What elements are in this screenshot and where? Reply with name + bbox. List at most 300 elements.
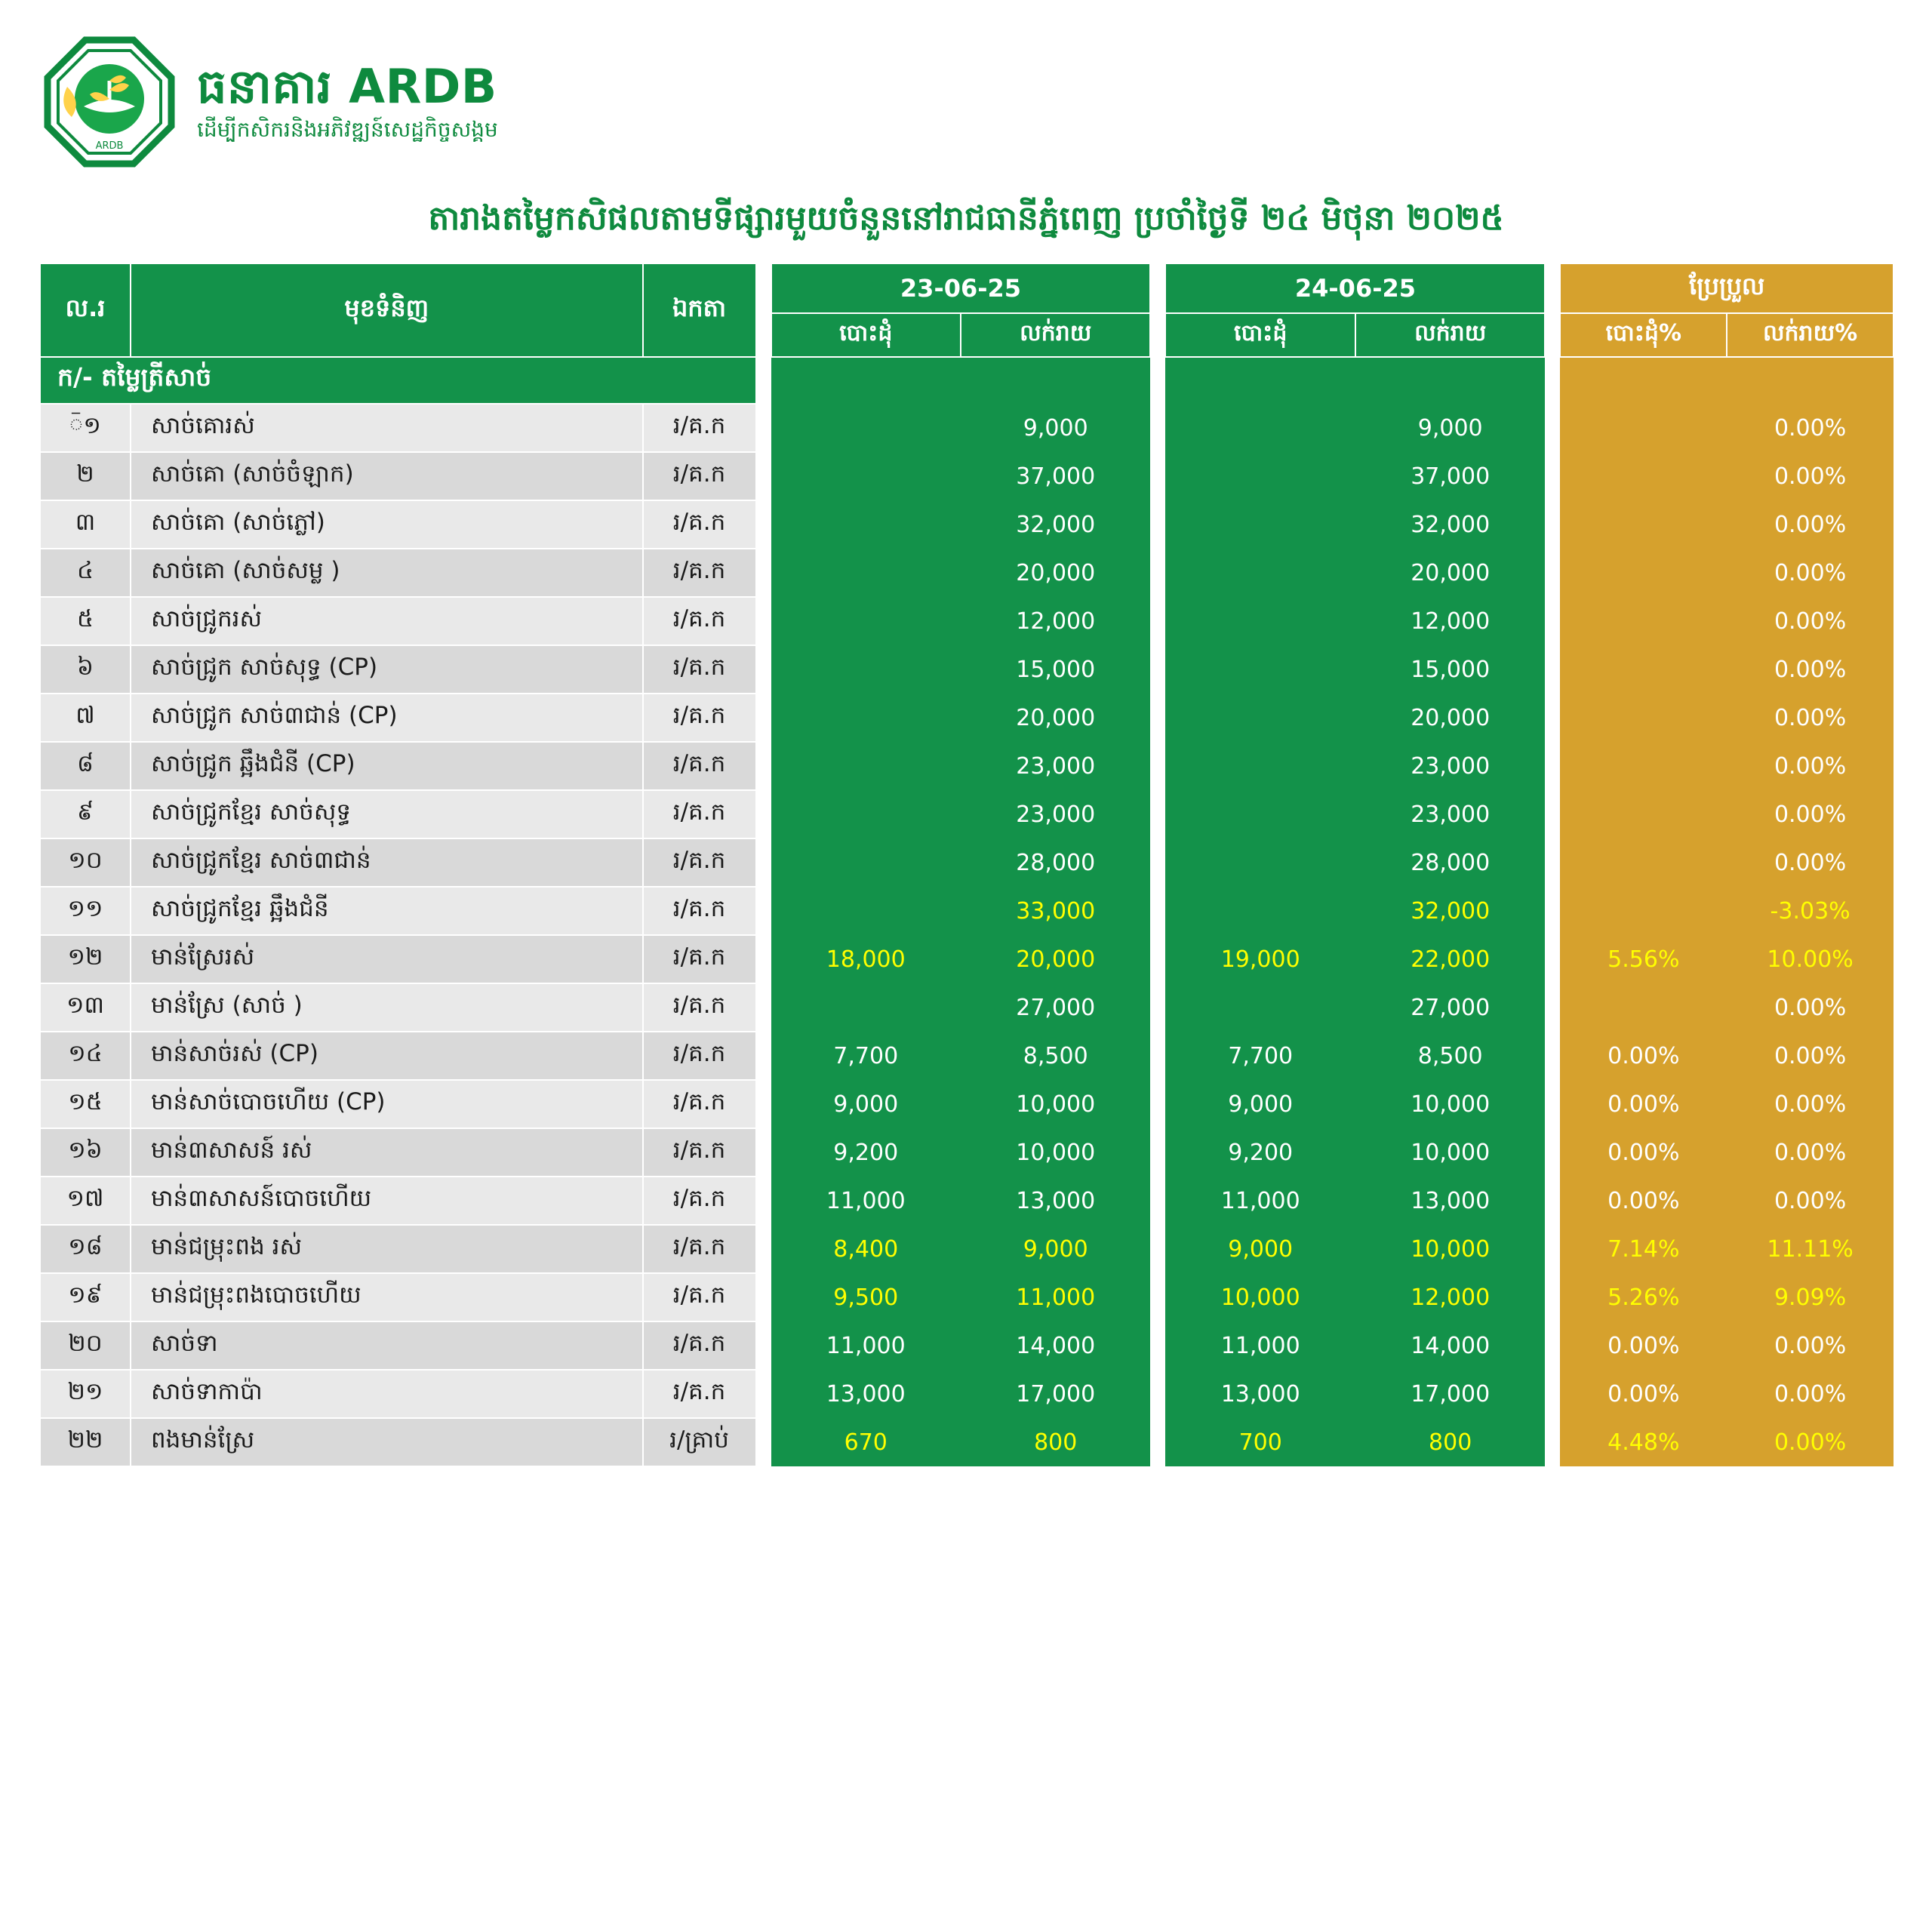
row-item-name: សាច់ជ្រូកខ្មែរ សាច់សុទ្ធ: [131, 790, 643, 838]
section-header-label: ក/- តម្លៃត្រីសាច់: [40, 357, 756, 404]
table-row: [1560, 983, 1894, 1032]
change-retail-value: 0.00%: [1727, 1370, 1894, 1418]
date1-wholesale-value: [771, 549, 961, 597]
table-row: [1165, 887, 1545, 935]
date2-retail-value: 9,000: [1355, 404, 1545, 452]
date2-wholesale-value: [1165, 983, 1355, 1032]
table-row: [771, 983, 1151, 1032]
date2-wholesale-value: [1165, 694, 1355, 742]
date1-retail-value: 23,000: [961, 790, 1150, 838]
date1-retail-value: 8,500: [961, 1032, 1150, 1080]
row-number: ៑១: [40, 404, 131, 452]
date1-retail-value: 15,000: [961, 645, 1150, 694]
date2-wholesale-value: 7,700: [1165, 1032, 1355, 1080]
date2-retail-value: 28,000: [1355, 838, 1545, 887]
header-date1: 23-06-25: [771, 263, 1151, 313]
row-unit: រ/គ.ក: [643, 1225, 756, 1273]
table-row: [1560, 742, 1894, 790]
date1-wholesale-value: [771, 983, 961, 1032]
date2-retail-value: 20,000: [1355, 549, 1545, 597]
row-number: ១៣: [40, 983, 131, 1032]
date1-retail-value: 13,000: [961, 1177, 1150, 1225]
row-item-name: មាន់ជម្រុះពង រស់: [131, 1225, 643, 1273]
date1-wholesale-value: 8,400: [771, 1225, 961, 1273]
spacer-cell: [771, 357, 961, 404]
row-unit: រ/គ.ក: [643, 645, 756, 694]
date1-wholesale-value: 670: [771, 1418, 961, 1466]
row-unit: រ/គ.ក: [643, 1128, 756, 1177]
row-item-name: មាន់សាច់រស់ (CP): [131, 1032, 643, 1080]
change-wholesale-value: [1560, 549, 1727, 597]
row-item-name: សាច់គោរស់: [131, 404, 643, 452]
date2-retail-value: 15,000: [1355, 645, 1545, 694]
date1-wholesale-value: [771, 694, 961, 742]
change-wholesale-value: [1560, 790, 1727, 838]
table-row: [771, 694, 1151, 742]
date2-wholesale-value: 9,200: [1165, 1128, 1355, 1177]
table-row: [1560, 452, 1894, 500]
row-item-name: មាន់ជម្រុះពងបោចហើយ: [131, 1273, 643, 1321]
date2-wholesale-value: [1165, 887, 1355, 935]
row-unit: រ/គ.ក: [643, 1080, 756, 1128]
date2-retail-value: 32,000: [1355, 500, 1545, 549]
table-row: [40, 645, 756, 694]
date2-wholesale-value: 10,000: [1165, 1273, 1355, 1321]
date1-wholesale-value: [771, 404, 961, 452]
change-retail-value: -3.03%: [1727, 887, 1894, 935]
table-row: [1560, 838, 1894, 887]
row-item-name: មាន់ស្រែរស់: [131, 935, 643, 983]
change-wholesale-value: 7.14%: [1560, 1225, 1727, 1273]
row-number: ១០: [40, 838, 131, 887]
change-retail-value: 0.00%: [1727, 549, 1894, 597]
row-unit: រ/គ.ក: [643, 838, 756, 887]
row-item-name: សាច់ជ្រូករស់: [131, 597, 643, 645]
row-number: ១៨: [40, 1225, 131, 1273]
date2-retail-value: 14,000: [1355, 1321, 1545, 1370]
table-date1-block: [771, 263, 1152, 1466]
date1-wholesale-value: 13,000: [771, 1370, 961, 1418]
change-retail-value: 0.00%: [1727, 1418, 1894, 1466]
row-unit: រ/គ.ក: [643, 742, 756, 790]
change-retail-value: 0.00%: [1727, 1032, 1894, 1080]
table-row: [771, 1225, 1151, 1273]
row-item-name: សាច់ជ្រូក ឆ្អឹងជំនី (CP): [131, 742, 643, 790]
table-row: [1560, 1225, 1894, 1273]
table-row: [40, 1321, 756, 1370]
row-item-name: មាន់៣សាសន៍បោចហើយ: [131, 1177, 643, 1225]
table-row: [40, 694, 756, 742]
row-unit: រ/គ.ក: [643, 790, 756, 838]
header-unit: ឯកតា: [643, 263, 756, 357]
row-item-name: សាច់ជ្រូក សាច់៣ជាន់ (CP): [131, 694, 643, 742]
date2-retail-value: 23,000: [1355, 742, 1545, 790]
change-retail-value: 0.00%: [1727, 742, 1894, 790]
date1-wholesale-value: 11,000: [771, 1321, 961, 1370]
change-wholesale-value: [1560, 597, 1727, 645]
table-row: [40, 742, 756, 790]
date2-wholesale-value: [1165, 790, 1355, 838]
change-retail-value: 0.00%: [1727, 404, 1894, 452]
change-retail-value: 0.00%: [1727, 790, 1894, 838]
row-number: ១៧: [40, 1177, 131, 1225]
table-row: [1165, 1128, 1545, 1177]
row-unit: រ/គ.ក: [643, 597, 756, 645]
date1-retail-value: 800: [961, 1418, 1150, 1466]
date2-wholesale-value: 9,000: [1165, 1225, 1355, 1273]
table-row: [1165, 983, 1545, 1032]
header-date2-wholesale: បោះដុំ: [1165, 313, 1355, 357]
row-unit: រ/គ.ក: [643, 500, 756, 549]
change-retail-value: 0.00%: [1727, 838, 1894, 887]
date1-retail-value: 32,000: [961, 500, 1150, 549]
change-retail-value: 0.00%: [1727, 983, 1894, 1032]
table-row: [1560, 1080, 1894, 1128]
table-row: [771, 452, 1151, 500]
change-table: [1559, 263, 1894, 1466]
row-item-name: សាច់ទាកាប៉ា: [131, 1370, 643, 1418]
date2-retail-value: 23,000: [1355, 790, 1545, 838]
date1-retail-value: 9,000: [961, 404, 1150, 452]
change-wholesale-value: 0.00%: [1560, 1032, 1727, 1080]
header-change-retail: លក់រាយ%: [1727, 313, 1894, 357]
header-date2: 24-06-25: [1165, 263, 1545, 313]
table-row: [40, 500, 756, 549]
change-retail-value: 0.00%: [1727, 1321, 1894, 1370]
table-row: [1560, 500, 1894, 549]
table-row: [771, 500, 1151, 549]
row-item-name: មាន់សាច់បោចហើយ (CP): [131, 1080, 643, 1128]
row-number: ៧: [40, 694, 131, 742]
date2-retail-value: 10,000: [1355, 1080, 1545, 1128]
table-row: [771, 1080, 1151, 1128]
change-wholesale-value: [1560, 404, 1727, 452]
change-wholesale-value: 0.00%: [1560, 1128, 1727, 1177]
table-row: [40, 452, 756, 500]
row-item-name: មាន់ស្រែ (សាច់ ): [131, 983, 643, 1032]
table-row: [1165, 1177, 1545, 1225]
header-item: មុខទំនិញ: [131, 263, 643, 357]
table-row: [1560, 1321, 1894, 1370]
table-row: [1165, 1080, 1545, 1128]
row-number: ៩: [40, 790, 131, 838]
date2-retail-value: 12,000: [1355, 597, 1545, 645]
table-row: [771, 1418, 1151, 1466]
table-row: [771, 597, 1151, 645]
change-wholesale-value: 4.48%: [1560, 1418, 1727, 1466]
svg-text:ARDB: ARDB: [95, 140, 124, 152]
table-row: [1165, 645, 1545, 694]
row-unit: រ/គ.ក: [643, 1273, 756, 1321]
row-number: ៦: [40, 645, 131, 694]
table-row: [1560, 935, 1894, 983]
table-row: [1165, 1370, 1545, 1418]
date2-retail-value: 32,000: [1355, 887, 1545, 935]
change-retail-value: 9.09%: [1727, 1273, 1894, 1321]
table-row: [1165, 742, 1545, 790]
date1-retail-value: 23,000: [961, 742, 1150, 790]
table-row: [771, 838, 1151, 887]
spacer-cell: [1560, 357, 1727, 404]
date1-retail-value: 10,000: [961, 1080, 1150, 1128]
row-number: ១៩: [40, 1273, 131, 1321]
table-row: [1165, 500, 1545, 549]
date1-retail-value: 10,000: [961, 1128, 1150, 1177]
spacer-cell: [1727, 357, 1894, 404]
date1-wholesale-value: [771, 597, 961, 645]
date2-wholesale-value: [1165, 597, 1355, 645]
table-row: [1560, 549, 1894, 597]
row-item-name: សាច់គោ (សាច់ចំឡាក): [131, 452, 643, 500]
brand-tagline: ដើម្បីកសិករនិងអភិវឌ្ឍន៍សេដ្ឋកិច្ចសង្គម: [197, 117, 498, 143]
change-retail-value: 10.00%: [1727, 935, 1894, 983]
table-row: [40, 404, 756, 452]
table-row: [1165, 404, 1545, 452]
table-row: [771, 1321, 1151, 1370]
header-date1-retail: លក់រាយ: [961, 313, 1150, 357]
row-item-name: ពងមាន់ស្រែ: [131, 1418, 643, 1466]
change-wholesale-value: 0.00%: [1560, 1370, 1727, 1418]
table-left-block: [39, 263, 757, 1467]
change-retail-value: 11.11%: [1727, 1225, 1894, 1273]
date1-wholesale-value: [771, 500, 961, 549]
date1-wholesale-value: 9,500: [771, 1273, 961, 1321]
table-row: [40, 935, 756, 983]
date1-wholesale-value: 18,000: [771, 935, 961, 983]
table-row: [1165, 790, 1545, 838]
table-row: [1560, 645, 1894, 694]
change-retail-value: 0.00%: [1727, 500, 1894, 549]
header-date1-wholesale: បោះដុំ: [771, 313, 961, 357]
row-unit: រ/គ.ក: [643, 549, 756, 597]
row-number: ២១: [40, 1370, 131, 1418]
date1-wholesale-value: [771, 645, 961, 694]
table-row: [1560, 597, 1894, 645]
row-unit: រ/គ.ក: [643, 1032, 756, 1080]
table-row: [40, 1225, 756, 1273]
date2-wholesale-value: [1165, 404, 1355, 452]
table-row: [1560, 1273, 1894, 1321]
date1-retail-value: 9,000: [961, 1225, 1150, 1273]
date2-table: [1164, 263, 1546, 1466]
table-row: [1165, 549, 1545, 597]
date1-retail-value: 33,000: [961, 887, 1150, 935]
row-number: ២: [40, 452, 131, 500]
table-row: [1165, 1273, 1545, 1321]
date1-retail-value: 20,000: [961, 935, 1150, 983]
row-number: ៣: [40, 500, 131, 549]
row-unit: រ/គ្រាប់: [643, 1418, 756, 1466]
date1-retail-value: 12,000: [961, 597, 1150, 645]
header-no: ល.រ: [40, 263, 131, 357]
table-row: [1165, 1321, 1545, 1370]
table-row: [40, 1370, 756, 1418]
row-item-name: សាច់ជ្រូក សាច់សុទ្ធ (CP): [131, 645, 643, 694]
change-wholesale-value: 0.00%: [1560, 1080, 1727, 1128]
table-change-block: [1559, 263, 1894, 1466]
row-item-name: សាច់ជ្រូកខ្មែរ សាច់៣ជាន់: [131, 838, 643, 887]
table-row: [40, 1080, 756, 1128]
date2-retail-value: 10,000: [1355, 1225, 1545, 1273]
table-row: [40, 549, 756, 597]
table-row: [1560, 1370, 1894, 1418]
change-wholesale-value: 5.56%: [1560, 935, 1727, 983]
table-row: [1560, 404, 1894, 452]
row-number: ១២: [40, 935, 131, 983]
date2-wholesale-value: [1165, 742, 1355, 790]
date2-wholesale-value: [1165, 549, 1355, 597]
date2-wholesale-value: 13,000: [1165, 1370, 1355, 1418]
date2-wholesale-value: 9,000: [1165, 1080, 1355, 1128]
table-row: [771, 935, 1151, 983]
header-change: ប្រែប្រួល: [1560, 263, 1894, 313]
date2-retail-value: 800: [1355, 1418, 1545, 1466]
table-row: [1165, 1032, 1545, 1080]
date1-wholesale-value: [771, 887, 961, 935]
table-row: [771, 1273, 1151, 1321]
row-number: ២២: [40, 1418, 131, 1466]
change-wholesale-value: [1560, 742, 1727, 790]
table-row: [1165, 694, 1545, 742]
table-row: [771, 887, 1151, 935]
date2-retail-value: 27,000: [1355, 983, 1545, 1032]
row-unit: រ/គ.ក: [643, 452, 756, 500]
table-row: [1165, 1225, 1545, 1273]
date1-retail-value: 14,000: [961, 1321, 1150, 1370]
header-change-wholesale: បោះដុំ%: [1560, 313, 1727, 357]
section-spacer-row: [1560, 357, 1894, 404]
row-number: ២០: [40, 1321, 131, 1370]
page-header: [0, 0, 1932, 170]
date2-wholesale-value: 19,000: [1165, 935, 1355, 983]
change-retail-value: 0.00%: [1727, 452, 1894, 500]
table-row: [1560, 1032, 1894, 1080]
row-unit: រ/គ.ក: [643, 694, 756, 742]
date2-retail-value: 8,500: [1355, 1032, 1545, 1080]
change-retail-value: 0.00%: [1727, 1177, 1894, 1225]
change-wholesale-value: [1560, 983, 1727, 1032]
ardb-logo-icon: [42, 34, 177, 170]
date1-wholesale-value: 9,000: [771, 1080, 961, 1128]
date1-retail-value: 20,000: [961, 549, 1150, 597]
table-row: [771, 1032, 1151, 1080]
spacer-cell: [1355, 357, 1545, 404]
table-row: [771, 1177, 1151, 1225]
date2-wholesale-value: 11,000: [1165, 1321, 1355, 1370]
date1-wholesale-value: [771, 742, 961, 790]
date2-wholesale-value: 700: [1165, 1418, 1355, 1466]
date1-wholesale-value: [771, 838, 961, 887]
table-row: [40, 1032, 756, 1080]
change-wholesale-value: [1560, 500, 1727, 549]
table-row: [40, 1418, 756, 1466]
table-row: [771, 645, 1151, 694]
date1-wholesale-value: 7,700: [771, 1032, 961, 1080]
row-unit: រ/គ.ក: [643, 935, 756, 983]
spacer-cell: [1165, 357, 1355, 404]
table-date2-block: [1164, 263, 1546, 1466]
row-number: ៥: [40, 597, 131, 645]
section-spacer-row: [771, 357, 1151, 404]
change-wholesale-value: [1560, 887, 1727, 935]
table-row: [1165, 838, 1545, 887]
table-row: [1560, 887, 1894, 935]
table-row: [1165, 935, 1545, 983]
date2-wholesale-value: 11,000: [1165, 1177, 1355, 1225]
date1-retail-value: 37,000: [961, 452, 1150, 500]
date1-wholesale-value: 9,200: [771, 1128, 961, 1177]
row-unit: រ/គ.ក: [643, 1370, 756, 1418]
date1-retail-value: 28,000: [961, 838, 1150, 887]
table-row: [771, 790, 1151, 838]
change-retail-value: 0.00%: [1727, 1128, 1894, 1177]
table-row: [771, 549, 1151, 597]
row-unit: រ/គ.ក: [643, 404, 756, 452]
row-unit: រ/គ.ក: [643, 983, 756, 1032]
row-unit: រ/គ.ក: [643, 1177, 756, 1225]
date2-retail-value: 20,000: [1355, 694, 1545, 742]
date2-wholesale-value: [1165, 645, 1355, 694]
row-number: ៨: [40, 742, 131, 790]
table-row: [1560, 790, 1894, 838]
row-item-name: សាច់គោ (សាច់សម្ល ): [131, 549, 643, 597]
row-unit: រ/គ.ក: [643, 887, 756, 935]
change-retail-value: 0.00%: [1727, 645, 1894, 694]
date1-table: [771, 263, 1152, 1466]
brand-name: ធនាគារ ARDB: [197, 59, 497, 115]
row-number: ១១: [40, 887, 131, 935]
date1-wholesale-value: [771, 452, 961, 500]
table-row: [40, 790, 756, 838]
date1-retail-value: 27,000: [961, 983, 1150, 1032]
table-row: [771, 742, 1151, 790]
date2-retail-value: 10,000: [1355, 1128, 1545, 1177]
table-row: [40, 887, 756, 935]
change-wholesale-value: [1560, 645, 1727, 694]
table-row: [1560, 1177, 1894, 1225]
table-row: [1165, 1418, 1545, 1466]
price-table: [0, 263, 1932, 1467]
page-title: តារាងតម្លៃកសិផលតាមទីផ្សារមួយចំនួននៅរាជធានីភ្នំពេញ ប្រចាំថ្ងៃទី ២៤ មិថុនា ២០២៥: [428, 199, 1504, 238]
table-row: [1560, 694, 1894, 742]
date2-retail-value: 13,000: [1355, 1177, 1545, 1225]
change-wholesale-value: 0.00%: [1560, 1321, 1727, 1370]
spacer-cell: [961, 357, 1150, 404]
date2-retail-value: 17,000: [1355, 1370, 1545, 1418]
table-row: [1560, 1128, 1894, 1177]
change-retail-value: 0.00%: [1727, 694, 1894, 742]
row-unit: រ/គ.ក: [643, 1321, 756, 1370]
date2-wholesale-value: [1165, 500, 1355, 549]
row-item-name: សាច់ទា: [131, 1321, 643, 1370]
change-wholesale-value: [1560, 452, 1727, 500]
table-row: [771, 404, 1151, 452]
date1-retail-value: 11,000: [961, 1273, 1150, 1321]
table-row: [40, 597, 756, 645]
change-wholesale-value: [1560, 694, 1727, 742]
table-row: [771, 1128, 1151, 1177]
table-row: [40, 1177, 756, 1225]
section-spacer-row: [1165, 357, 1545, 404]
table-row: [1165, 597, 1545, 645]
row-item-name: មាន់៣សាសន៍ រស់: [131, 1128, 643, 1177]
date1-retail-value: 20,000: [961, 694, 1150, 742]
table-row: [40, 1128, 756, 1177]
date1-wholesale-value: [771, 790, 961, 838]
table-row: [771, 1370, 1151, 1418]
date1-retail-value: 17,000: [961, 1370, 1150, 1418]
table-row: [40, 1273, 756, 1321]
